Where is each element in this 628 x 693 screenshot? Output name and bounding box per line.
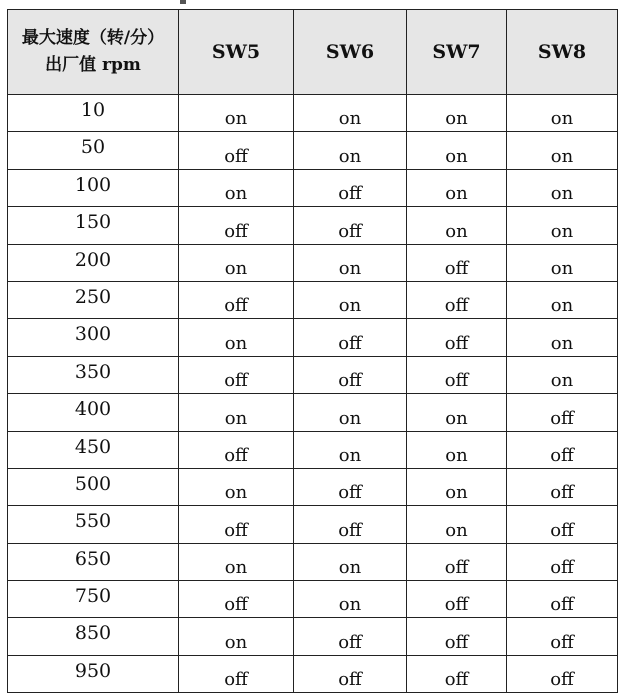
- speed-value-cell: 10: [8, 95, 179, 132]
- switch-state-cell-sw8: on: [507, 169, 618, 206]
- switch-state-cell-sw7: on: [407, 132, 507, 169]
- switch-state-cell-sw5: off: [179, 356, 294, 393]
- switch-state-cell-sw5: off: [179, 655, 294, 692]
- switch-state-cell-sw7: off: [407, 655, 507, 692]
- switch-state-cell-sw5: on: [179, 468, 294, 505]
- switch-state-cell-sw8: off: [507, 468, 618, 505]
- sw5-column-header: SW5: [179, 10, 294, 95]
- switch-state-cell-sw5: on: [179, 618, 294, 655]
- table-row: [8, 506, 618, 543]
- switch-state-cell-sw8: off: [507, 394, 618, 431]
- switch-state-cell-sw8: on: [507, 319, 618, 356]
- switch-state-cell-sw5: on: [179, 95, 294, 132]
- table-row: [8, 618, 618, 655]
- switch-state-cell-sw6: off: [294, 356, 407, 393]
- switch-state-cell-sw5: off: [179, 207, 294, 244]
- switch-state-cell-sw5: off: [179, 581, 294, 618]
- switch-state-cell-sw7: on: [407, 394, 507, 431]
- speed-value-cell: 750: [8, 581, 179, 618]
- speed-value-cell: 450: [8, 431, 179, 468]
- sw8-column-header: SW8: [507, 10, 618, 95]
- switch-state-cell-sw7: off: [407, 543, 507, 580]
- switch-state-cell-sw6: on: [294, 281, 407, 318]
- switch-state-cell-sw7: on: [407, 95, 507, 132]
- switch-state-cell-sw7: on: [407, 468, 507, 505]
- speed-value-cell: 300: [8, 319, 179, 356]
- table-row: [8, 356, 618, 393]
- switch-state-cell-sw5: on: [179, 543, 294, 580]
- switch-state-cell-sw6: on: [294, 431, 407, 468]
- switch-state-cell-sw6: off: [294, 169, 407, 206]
- switch-state-cell-sw8: off: [507, 543, 618, 580]
- switch-state-cell-sw7: off: [407, 356, 507, 393]
- switch-state-cell-sw8: off: [507, 431, 618, 468]
- switch-state-cell-sw6: off: [294, 468, 407, 505]
- switch-state-cell-sw6: off: [294, 506, 407, 543]
- switch-state-cell-sw7: off: [407, 618, 507, 655]
- top-edge-mark: [180, 0, 186, 4]
- switch-state-cell-sw6: on: [294, 244, 407, 281]
- switch-state-cell-sw6: off: [294, 319, 407, 356]
- switch-state-cell-sw7: on: [407, 207, 507, 244]
- table-row: [8, 581, 618, 618]
- sw6-column-header: SW6: [294, 10, 407, 95]
- switch-state-cell-sw5: on: [179, 169, 294, 206]
- table-row: [8, 132, 618, 169]
- switch-state-cell-sw5: on: [179, 244, 294, 281]
- switch-state-cell-sw8: off: [507, 655, 618, 692]
- speed-value-cell: 500: [8, 468, 179, 505]
- speed-value-cell: 100: [8, 169, 179, 206]
- switch-state-cell-sw8: on: [507, 356, 618, 393]
- switch-state-cell-sw8: on: [507, 95, 618, 132]
- switch-state-cell-sw6: on: [294, 132, 407, 169]
- speed-value-cell: 50: [8, 132, 179, 169]
- table-row: [8, 244, 618, 281]
- switch-state-cell-sw7: off: [407, 244, 507, 281]
- switch-state-cell-sw5: off: [179, 281, 294, 318]
- table-row: [8, 281, 618, 318]
- switch-state-cell-sw5: on: [179, 319, 294, 356]
- header-row: [8, 10, 618, 95]
- switch-state-cell-sw5: on: [179, 394, 294, 431]
- switch-state-cell-sw6: on: [294, 581, 407, 618]
- speed-value-cell: 250: [8, 281, 179, 318]
- speed-header-line-1: 最大速度（转/分）: [21, 28, 165, 48]
- switch-state-cell-sw6: on: [294, 95, 407, 132]
- speed-value-cell: 400: [8, 394, 179, 431]
- switch-state-cell-sw6: on: [294, 394, 407, 431]
- switch-state-cell-sw7: on: [407, 169, 507, 206]
- speed-header-line-2: 出厂值 rpm: [45, 55, 141, 75]
- speed-value-cell: 200: [8, 244, 179, 281]
- table-row: [8, 431, 618, 468]
- switch-state-cell-sw8: on: [507, 281, 618, 318]
- speed-value-cell: 950: [8, 655, 179, 692]
- switch-state-cell-sw8: off: [507, 506, 618, 543]
- switch-state-cell-sw7: off: [407, 281, 507, 318]
- switch-state-cell-sw7: off: [407, 319, 507, 356]
- switch-state-cell-sw5: off: [179, 132, 294, 169]
- table-row: [8, 468, 618, 505]
- table-row: [8, 169, 618, 206]
- switch-state-cell-sw6: off: [294, 207, 407, 244]
- switch-state-cell-sw8: off: [507, 581, 618, 618]
- speed-value-cell: 550: [8, 506, 179, 543]
- speed-value-cell: 150: [8, 207, 179, 244]
- table-row: [8, 543, 618, 580]
- sw7-column-header: SW7: [407, 10, 507, 95]
- table-row: [8, 655, 618, 692]
- speed-value-cell: 650: [8, 543, 179, 580]
- switch-state-cell-sw7: on: [407, 506, 507, 543]
- speed-setting-table-container: [7, 9, 617, 693]
- table-row: [8, 394, 618, 431]
- table-header: [8, 10, 618, 95]
- switch-state-cell-sw6: off: [294, 655, 407, 692]
- switch-state-cell-sw8: on: [507, 244, 618, 281]
- switch-state-cell-sw5: off: [179, 506, 294, 543]
- speed-value-cell: 350: [8, 356, 179, 393]
- table-body: [8, 95, 618, 693]
- switch-state-cell-sw6: on: [294, 543, 407, 580]
- speed-setting-table: [7, 9, 618, 693]
- table-row: [8, 319, 618, 356]
- table-row: [8, 207, 618, 244]
- table-row: [8, 95, 618, 132]
- switch-state-cell-sw7: off: [407, 581, 507, 618]
- speed-value-cell: 850: [8, 618, 179, 655]
- switch-state-cell-sw8: on: [507, 207, 618, 244]
- speed-column-header: [8, 10, 179, 95]
- switch-state-cell-sw7: on: [407, 431, 507, 468]
- switch-state-cell-sw5: off: [179, 431, 294, 468]
- switch-state-cell-sw8: on: [507, 132, 618, 169]
- switch-state-cell-sw6: off: [294, 618, 407, 655]
- switch-state-cell-sw8: off: [507, 618, 618, 655]
